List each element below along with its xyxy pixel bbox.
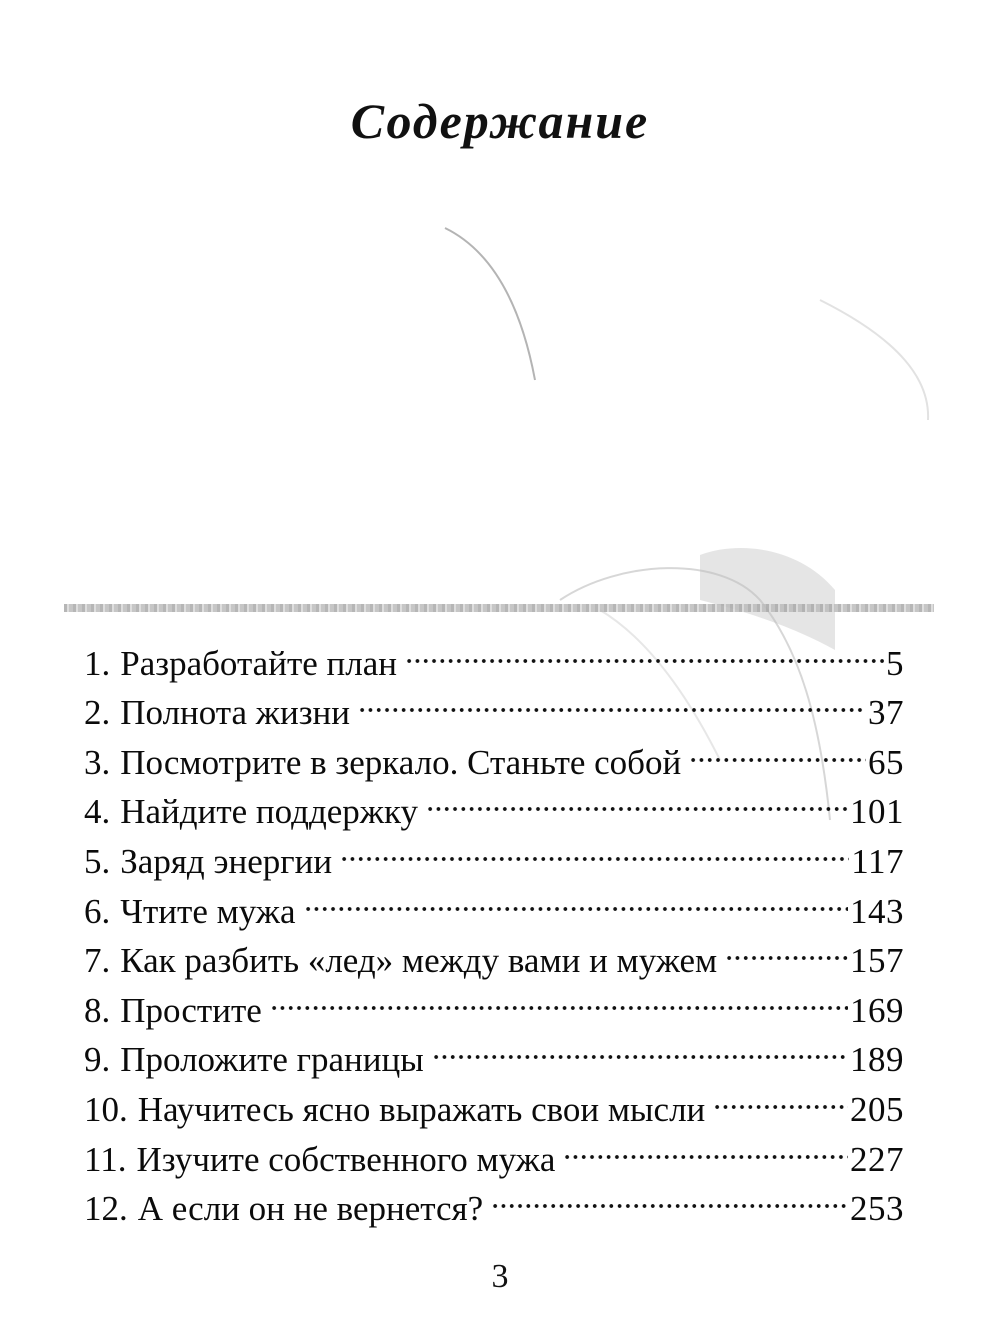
toc-entry-title: Простите <box>120 990 262 1030</box>
page-title: Содержание <box>350 92 650 149</box>
toc-entry-number: 12. <box>84 1189 128 1229</box>
toc-entry-page: 5 <box>886 643 904 683</box>
toc-entry-number: 6. <box>84 891 111 931</box>
toc-entry-page: 189 <box>850 1040 904 1080</box>
toc-entry-number: 3. <box>84 742 111 782</box>
dot-leader <box>405 625 884 675</box>
toc-entry-number: 4. <box>84 792 111 832</box>
toc-entry-title: Как разбить «лед» между вами и мужем <box>120 941 718 981</box>
toc-entry-number: 10. <box>84 1089 128 1129</box>
dot-leader <box>358 675 866 725</box>
dot-leader <box>270 972 848 1022</box>
toc-entry-number: 7. <box>84 941 111 981</box>
toc-entry-number: 5. <box>84 841 111 881</box>
toc-entry-title: Заряд энергии <box>120 841 333 881</box>
toc-entry-title: Полнота жизни <box>120 693 351 733</box>
toc-entry-title: Посмотрите в зеркало. Станьте собой <box>120 742 682 782</box>
toc-entry-title: Разработайте план <box>120 643 397 683</box>
dot-leader <box>713 1071 848 1121</box>
divider-rule <box>64 604 934 612</box>
dot-leader <box>491 1171 848 1221</box>
toc-entry-title: А если он не вернется? <box>137 1189 484 1229</box>
toc-entry-page: 65 <box>868 742 904 782</box>
table-of-contents <box>84 625 904 1229</box>
toc-entry-page: 227 <box>850 1139 904 1179</box>
dot-leader <box>426 774 848 824</box>
toc-entry-page: 117 <box>851 841 904 881</box>
toc-entry-page: 205 <box>850 1089 904 1129</box>
dot-leader <box>725 923 848 973</box>
toc-entry-number: 8. <box>84 990 111 1030</box>
toc-entry-title: Научитесь ясно выражать свои мысли <box>137 1089 706 1129</box>
dot-leader <box>304 873 848 923</box>
toc-entry-page: 101 <box>850 792 904 832</box>
dot-leader <box>563 1121 848 1171</box>
toc-entry-page: 143 <box>850 891 904 931</box>
toc-entry-number: 2. <box>84 693 111 733</box>
toc-entry-title: Найдите поддержку <box>120 792 418 832</box>
toc-entry-title: Изучите собственного мужа <box>136 1139 556 1179</box>
show-through-arc <box>820 300 928 420</box>
dot-leader <box>340 823 849 873</box>
dot-leader <box>432 1022 848 1072</box>
page-number: 3 <box>491 1258 509 1295</box>
toc-entry-page: 157 <box>850 941 904 981</box>
toc-entry-page: 37 <box>868 693 904 733</box>
dot-leader <box>689 724 866 774</box>
toc-entry-page: 169 <box>850 990 904 1030</box>
toc-entry[interactable] <box>84 625 904 683</box>
toc-entry-number: 1. <box>84 643 111 683</box>
toc-entry-title: Чтите мужа <box>120 891 296 931</box>
toc-entry-number: 9. <box>84 1040 111 1080</box>
toc-entry-number: 11. <box>84 1139 127 1179</box>
toc-entry-title: Проложите границы <box>120 1040 424 1080</box>
toc-entry-page: 253 <box>850 1189 904 1229</box>
show-through-swirl <box>445 228 535 380</box>
